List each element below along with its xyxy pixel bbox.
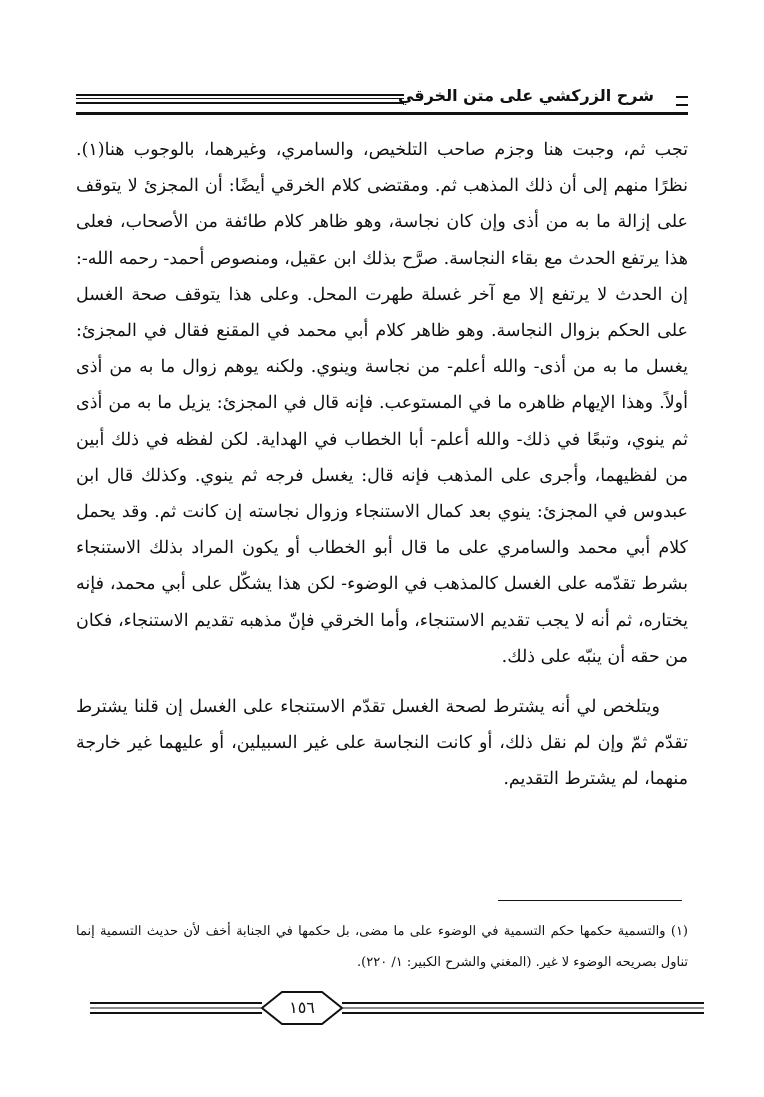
main-text bbox=[76, 132, 688, 798]
book-title: شرح الزركشي على متن الخرقي bbox=[397, 86, 654, 105]
paragraph: تجب ثم، وجبت هنا وجزم صاحب التلخيص، والسامري، وغيرهما، بالوجوب هنا(١). نظرًا منهم إلى أن ذلك المذهب ثم. ومقتضى كلام الخرقي أيضًا: أن المجزئ لا يتوقف على إزالة ما به من أذى وإن كان نجاسة، وهو ظاهر كلام طائفة من الأصحاب، فعلى هذا يرتفع الحدث مع بقاء النجاسة. صرَّح بذلك ابن عقيل، ومنصوص أحمد- رحمه الله-: إن الحدث لا يرتفع إلا مع آخر غسلة طهرت المحل. وعلى هذا يتوقف صحة الغسل على الحكم بزوال النجاسة. وهو ظاهر كلام أبي محمد في المقنع فقال في المجزئ: يغسل ما به من أذى- والله أعلم- من نجاسة وينوي. ولكنه يوهم زوال ما به من أذى أولاً. وهذا الإيهام ظاهره ما في المستوعب. فإنه قال في المجزئ: يزيل ما به من أذى ثم ينوي، وتبعًا في ذلك- والله أعلم- أبا الخطاب في الهداية. لكن لفظه في ذلك أبين من لفظيهما، وأجرى على المذهب فإنه قال: يغسل فرجه ثم ينوي. وكذلك قال ابن عبدوس في المجزئ: ينوي بعد كمال الاستنجاء وزوال نجاسته إن كانت ثم. وقد يحمل كلام أبي محمد والسامري على ما قال أبو الخطاب أو يكون المراد بذلك الاستنجاء بشرط تقدّمه على الغسل كالمذهب في الوضوء- لكن هذا يشكّل على أبي محمد، فإنه يختاره، ثم أنه لا يجب تقديم الاستنجاء، وأما الخرقي فإنّ مذهبه تقديم الاستنجاء، فكان من حقه أن ينبّه على ذلك. bbox=[76, 140, 688, 667]
footer-ornament bbox=[90, 988, 704, 1032]
page-footer bbox=[90, 988, 704, 1032]
footnote bbox=[76, 916, 688, 978]
header-underline bbox=[76, 112, 688, 115]
page-number: ١٥٦ bbox=[289, 998, 315, 1017]
header-rule bbox=[76, 94, 404, 104]
footnote-text: (١) والتسمية حكمها حكم التسمية في الوضوء على ما مضى، بل حكمها في الجنابة أخف لأن حديث التسمية إنما تناول بصريحه الوضوء لا غير. (المغني والشرح الكبير: ١/ ٢٢٠). bbox=[76, 924, 688, 970]
paragraph: ويتلخص لي أنه يشترط لصحة الغسل تقدّم الاستنجاء على الغسل إن قلنا يشترط تقدّم ثمّ وإن لم نقل ذلك، أو كانت النجاسة على غير السبيلين، أو عليهما غير خارجة منهما، لم يشترط التقديم. bbox=[76, 697, 688, 790]
footnote-separator bbox=[498, 900, 682, 901]
header-ornament bbox=[676, 96, 688, 106]
running-header bbox=[76, 86, 688, 116]
